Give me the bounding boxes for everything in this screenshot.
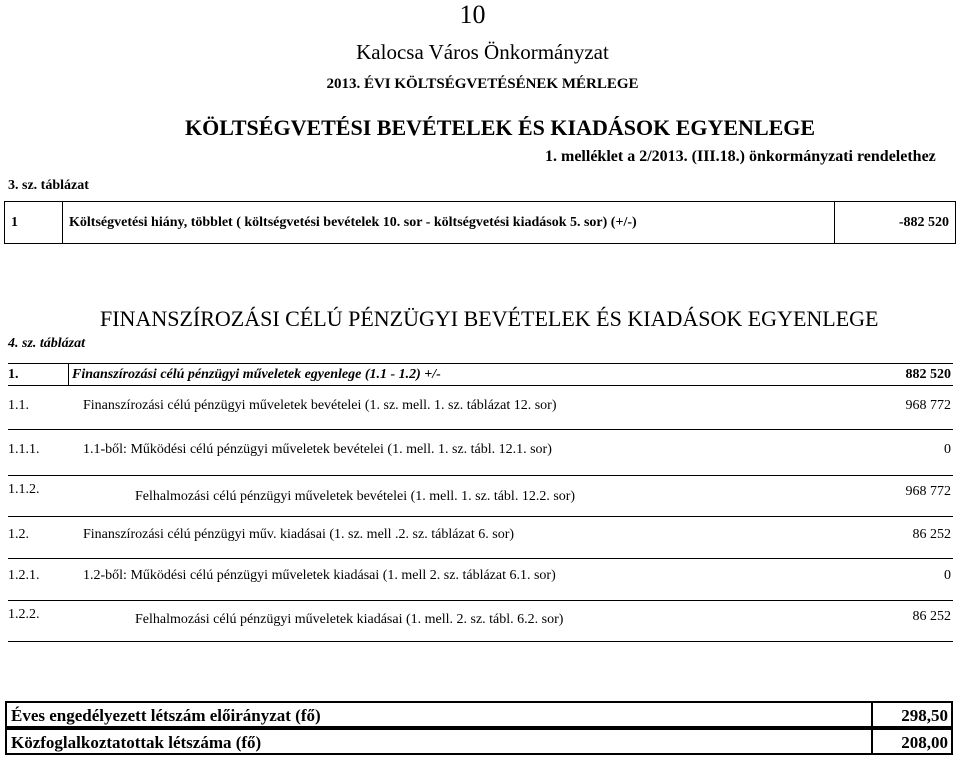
table4-label: 4. sz. táblázat <box>8 336 86 351</box>
approved-headcount-value: 298,50 <box>871 703 951 726</box>
row-number: 1 <box>5 202 63 243</box>
row-number: 1.1. <box>8 398 29 413</box>
financing-balance-row <box>8 363 953 386</box>
row-value: 86 252 <box>912 527 951 542</box>
row-number: 1.2. <box>8 527 29 542</box>
row-label: 1.1-ből: Működési célú pénzügyi műveletek bevételei (1. mell. 1. sz. tábl. 12.1. sor) <box>83 442 552 457</box>
annex-reference: 1. melléklet a 2/2013. (III.18.) önkormányzati rendelethez <box>545 148 936 165</box>
budget-balance-row <box>4 201 956 244</box>
table-row <box>8 517 953 559</box>
row-label: 1.2-ből: Működési célú pénzügyi műveletek kiadásai (1. mell 2. sz. táblázat 6.1. sor) <box>83 568 556 583</box>
table-row <box>8 559 953 601</box>
approved-headcount-label: Éves engedélyezett létszám előirányzat (fő) <box>11 706 321 725</box>
row-number: 1.2.1. <box>8 568 40 583</box>
page-number: 10 <box>459 0 486 29</box>
table-row <box>8 476 953 517</box>
table3-label: 3. sz. táblázat <box>8 178 89 193</box>
row-number: 1.2.2. <box>8 607 40 622</box>
approved-headcount-row <box>5 701 953 728</box>
row-label: Felhalmozási célú pénzügyi műveletek bevételei (1. mell. 1. sz. tábl. 12.2. sor) <box>135 489 576 504</box>
section-title: FINANSZÍROZÁSI CÉLÚ PÉNZÜGYI BEVÉTELEK ÉS KIADÁSOK EGYENLEGE <box>100 306 879 331</box>
row-label: Felhalmozási célú pénzügyi műveletek kiadásai (1. mell. 2. sz. tábl. 6.2. sor) <box>135 612 564 627</box>
row-label: Finanszírozási célú pénzügyi műveletek egyenlege (1.1 - 1.2) +/- <box>72 367 441 382</box>
row-value: 0 <box>944 568 951 583</box>
column-divider <box>68 364 69 385</box>
row-value: -882 520 <box>898 214 949 230</box>
row-label: Költségvetési hiány, többlet ( költségvetési bevételek 10. sor - költségvetési kiadások 5. sor) (+/-) <box>63 202 835 243</box>
row-value: 968 772 <box>905 398 951 413</box>
row-number: 1. <box>8 367 19 382</box>
row-value: 882 520 <box>905 367 951 382</box>
row-number: 1.1.2. <box>8 482 40 497</box>
table-row <box>8 386 953 430</box>
document-subtitle: 2013. ÉVI KÖLTSÉGVETÉSÉNEK MÉRLEGE <box>326 76 639 92</box>
row-value: 968 772 <box>905 484 951 499</box>
public-workers-value: 208,00 <box>871 730 951 753</box>
row-value: 86 252 <box>912 609 951 624</box>
main-title: KÖLTSÉGVETÉSI BEVÉTELEK ÉS KIADÁSOK EGYENLEGE <box>185 115 816 140</box>
row-value: 0 <box>944 442 951 457</box>
row-label: Finanszírozási célú pénzügyi műv. kiadásai (1. sz. mell .2. sz. táblázat 6. sor) <box>83 527 515 542</box>
row-number: 1.1.1. <box>8 442 40 457</box>
table-row <box>8 430 953 476</box>
municipality-name: Kalocsa Város Önkormányzat <box>356 40 609 64</box>
table-row <box>8 601 953 642</box>
public-workers-label: Közfoglalkoztatottak létszáma (fő) <box>11 733 262 752</box>
public-workers-row <box>5 728 953 755</box>
row-label: Finanszírozási célú pénzügyi műveletek bevételei (1. sz. mell. 1. sz. táblázat 12. sor) <box>83 398 557 413</box>
